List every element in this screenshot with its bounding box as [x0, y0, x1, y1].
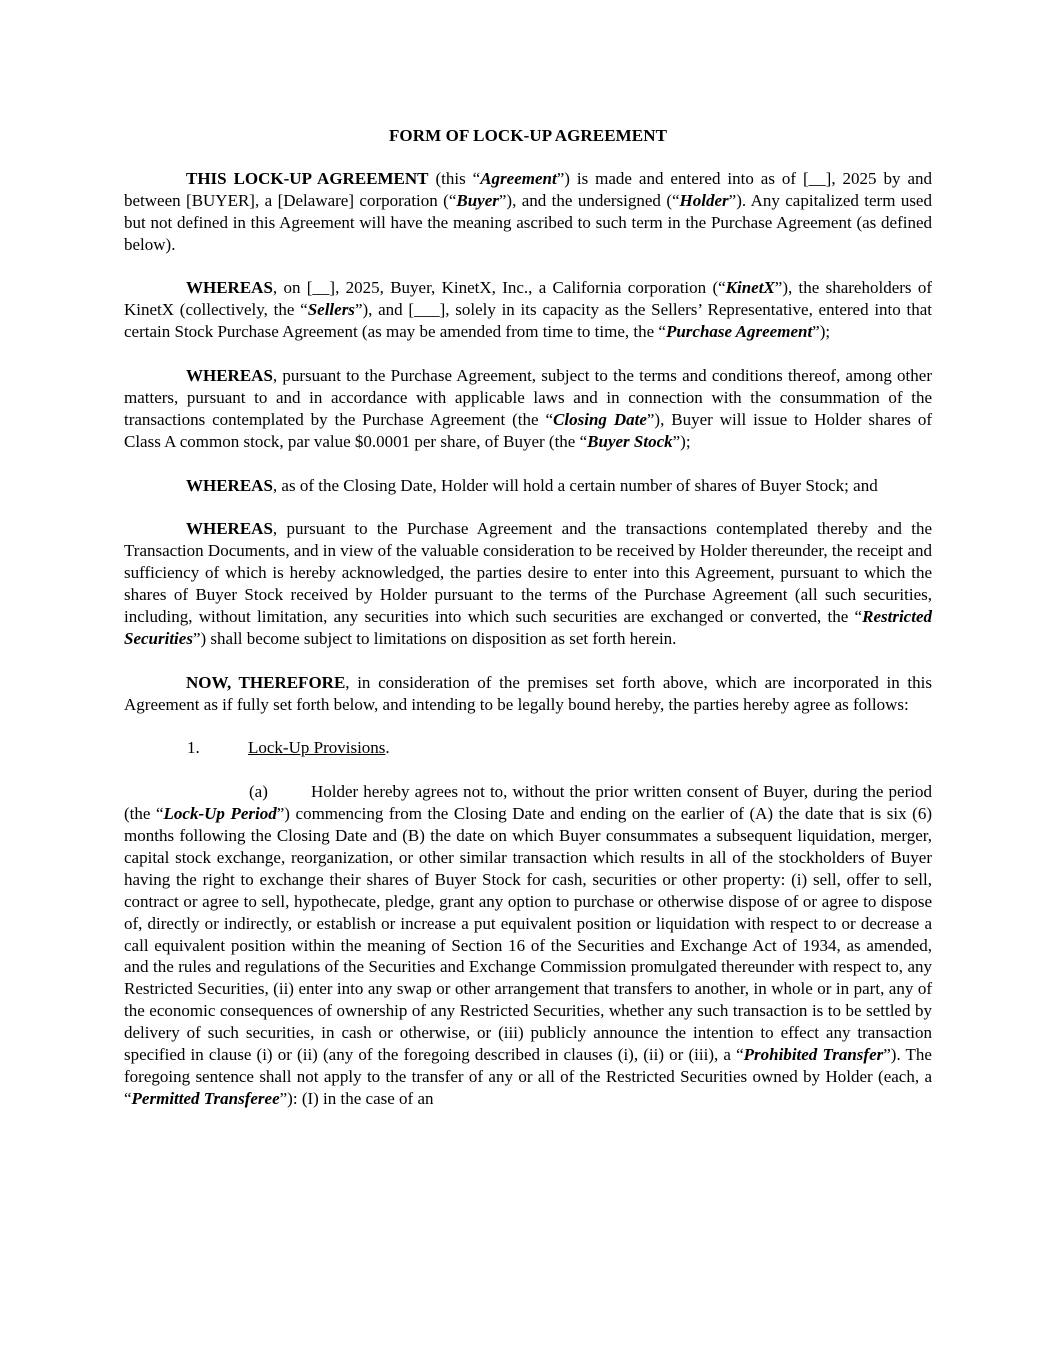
section-title-period: .: [385, 738, 390, 758]
defined-term-agreement: Agreement: [480, 168, 557, 188]
subsection-label: (a): [249, 782, 268, 802]
whereas1-text-1: , on [__], 2025, Buyer, KinetX, Inc., a California corporation (“: [272, 278, 726, 298]
whereas-paragraph-2: [124, 365, 932, 453]
whereas-lead: WHEREAS: [186, 475, 273, 495]
whereas2-text-2: ”), Buyer will issue to Holder shares of Class A common stock, par value $0.0001 per share, of Buyer (the “: [124, 409, 932, 451]
defined-term-sellers: Sellers: [307, 300, 355, 320]
whereas1-text-3: ”), and [___], solely in its capacity as the Sellers’ Representative, entered into that certain Stock Purchase Agreement (as may be amended from time to time, the “: [124, 300, 932, 342]
whereas4-text-1: , pursuant to the Purchase Agreement and the transactions contemplated thereby and the Transaction Documents, and in view of the valuable consideration to be received by Holder thereunder, the receipt and sufficiency of which is hereby acknowledged, the parties desire to enter into this Agreement, pursuant to which the shares of Buyer Stock received by Holder pursuant to the terms of the Purchase Agreement (all such securities, including, without limitation, any securities into which such securities are exchanged or converted, the “: [124, 519, 932, 626]
section-title: Lock-Up Provisions: [248, 738, 386, 758]
whereas2-text-1: , pursuant to the Purchase Agreement, subject to the terms and conditions thereof, among other matters, pursuant to and in accordance with applicable laws and in connection with the consummation of the transactions contemplated by the Purchase Agreement (the “: [124, 366, 932, 429]
subsection-a-text-1: Holder hereby agrees not to, without the prior written consent of Buyer, during the period (the “: [124, 782, 932, 824]
defined-term-buyer: Buyer: [456, 190, 499, 210]
whereas-lead: WHEREAS: [186, 278, 273, 298]
now-therefore-lead: NOW, THEREFORE: [186, 672, 346, 692]
subsection-a-text-4: ”): (I) in the case of an: [279, 1088, 434, 1108]
whereas-paragraph-1: [124, 277, 932, 343]
defined-term-kinetx: KinetX: [725, 278, 775, 298]
defined-term-restricted-securities: Restricted Securities: [124, 606, 932, 648]
defined-term-purchase-agreement: Purchase Agreement: [665, 322, 813, 342]
whereas-paragraph-3: [124, 475, 932, 497]
defined-term-lockup-period: Lock-Up Period: [163, 804, 277, 824]
subsection-a-text-3: ”). The foregoing sentence shall not apply to the transfer of any or all of the Restricted Securities owned by Holder (each, a “: [124, 1045, 932, 1108]
defined-term-closing-date: Closing Date: [553, 409, 647, 429]
whereas-paragraph-4: [124, 518, 932, 649]
defined-term-prohibited-transfer: Prohibited Transfer: [743, 1045, 884, 1065]
intro-text-1: (this “: [428, 168, 481, 188]
document-body: [124, 125, 932, 1110]
whereas3-text-1: , as of the Closing Date, Holder will hold a certain number of shares of Buyer Stock; and: [272, 475, 878, 495]
whereas2-text-3: ”);: [672, 431, 691, 451]
defined-term-holder: Holder: [679, 190, 729, 210]
defined-term-buyer-stock: Buyer Stock: [587, 431, 673, 451]
whereas1-text-4: ”);: [812, 322, 831, 342]
now-therefore-paragraph: [124, 672, 932, 716]
whereas-lead: WHEREAS: [186, 366, 273, 386]
intro-text-4: ”). Any capitalized term used but not defined in this Agreement will have the meaning ascribed to such term in the Purchase Agreement (as defined below).: [124, 190, 932, 254]
subsection-a-text-2: ”) commencing from the Closing Date and ending on the earlier of (A) the date that is six (6) months following the Closing Date and (B) the date on which Buyer consummates a subsequent liquidation, merger, capital stock exchange, reorganization, or other similar transaction which results in all of the stockholders of Buyer having the right to exchange their shares of Buyer Stock for cash, securities or other property: (i) sell, offer to sell, contract or agree to sell, hypothecate, pledge, grant any option to purchase or otherwise dispose of or agree to dispose of, directly or indirectly, or establish or increase a put equivalent position or liquidation with respect to or decrease a call equivalent position within the meaning of Section 16 of the Securities and Exchange Act of 1934, as amended, and the rules and regulations of the Securities and Exchange Commission promulgated thereunder with respect to, any Restricted Securities, (ii) enter into any swap or other arrangement that transfers to another, in whole or in part, any of the economic consequences of ownership of any Restricted Securities, whether any such transaction is to be settled by delivery of such securities, in cash or otherwise, or (iii) publicly announce the intention to effect any transaction specified in clause (i) or (ii) (any of the foregoing described in clauses (i), (ii) or (iii), a “: [124, 804, 933, 1065]
document-title: FORM OF LOCK-UP AGREEMENT: [388, 126, 668, 145]
intro-paragraph: [124, 168, 932, 256]
intro-text-3: ”), and the undersigned (“: [498, 190, 680, 210]
section-1-heading: [187, 737, 932, 759]
intro-text-2: ”) is made and entered into as of [__], 2025 by and between [BUYER], a [Delaware] corporation (“: [124, 168, 932, 210]
defined-term-permitted-transferee: Permitted Transferee: [131, 1088, 280, 1108]
whereas-lead: WHEREAS: [186, 519, 273, 539]
intro-lead: THIS LOCK-UP AGREEMENT: [186, 168, 429, 188]
now-therefore-text: , in consideration of the premises set forth above, which are incorporated in this Agreement as if fully set forth below, and intending to be legally bound hereby, the parties hereby agree as follows:: [124, 672, 932, 714]
whereas1-text-2: ”), the shareholders of KinetX (collectively, the “: [124, 278, 932, 320]
whereas4-text-2: ”) shall become subject to limitations on disposition as set forth herein.: [192, 628, 677, 648]
subsection-a-paragraph: [124, 781, 932, 1110]
section-number: 1.: [187, 738, 200, 758]
